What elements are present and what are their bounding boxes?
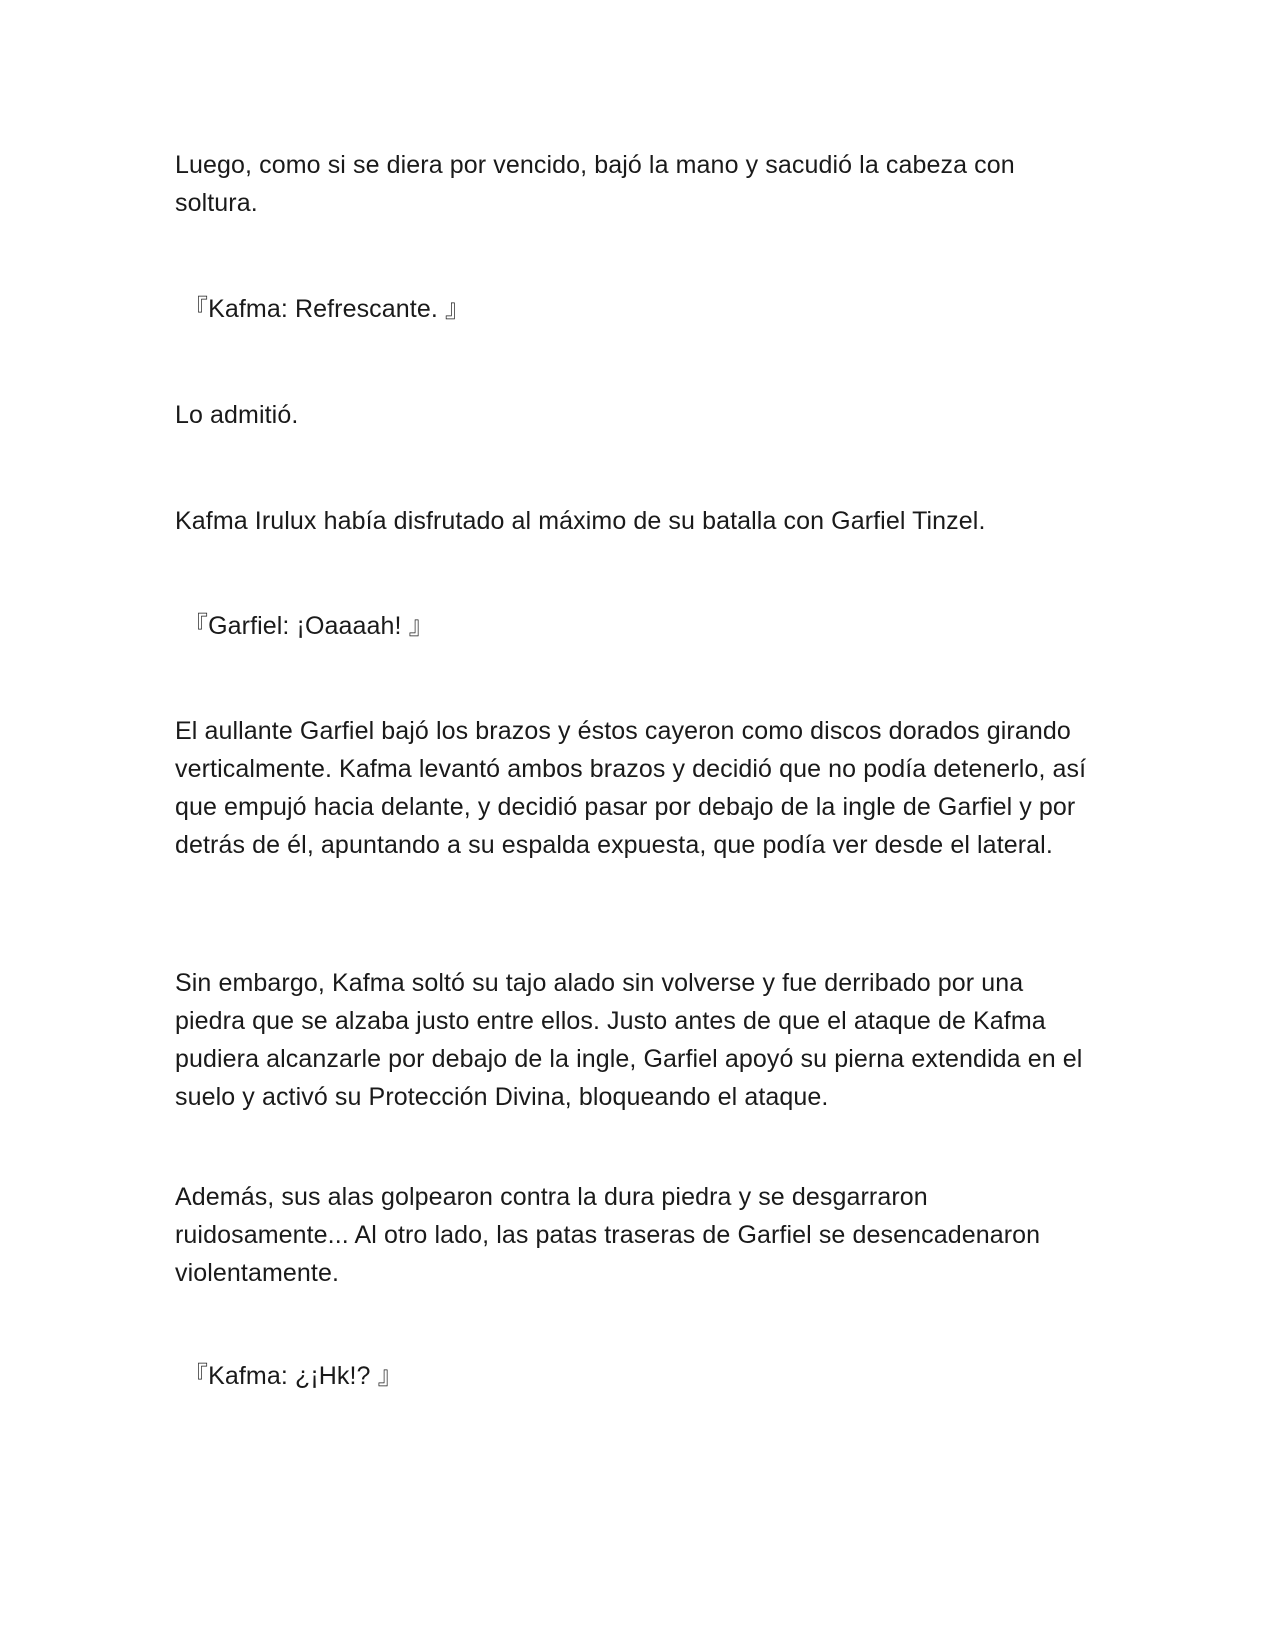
paragraph-narration-2: Lo admitió.	[175, 401, 299, 429]
paragraph-narration-4: El aullante Garfiel bajó los brazos y éstos cayeron como discos dorados girando verticalmente. Kafma levantó ambos brazos y decidió que no podía detenerlo, así que empujó hacia delante, y decidió pasar por debajo de la ingle de Garfiel y por detrás de él, apuntando a su espalda expuesta, que podía ver desde el lateral.	[175, 717, 1087, 859]
paragraph-narration-3: Kafma Irulux había disfrutado al máximo de su batalla con Garfiel Tinzel.	[175, 507, 986, 535]
paragraph-narration-5: Sin embargo, Kafma soltó su tajo alado sin volverse y fue derribado por una piedra que se alzaba justo entre ellos. Justo antes de que el ataque de Kafma pudiera alcanzarle por debajo de la ingle, Garfiel apoyó su pierna extendida en el suelo y activó su Protección Divina, bloqueando el ataque.	[175, 969, 1083, 1111]
paragraph-narration-1: Luego, como si se diera por vencido, bajó la mano y sacudió la cabeza con soltura.	[175, 151, 1015, 217]
paragraph-dialogue-kafma-2: 『Kafma: ¿¡Hk!? 』	[183, 1362, 403, 1390]
paragraph-narration-6: Además, sus alas golpearon contra la dura piedra y se desgarraron ruidosamente... Al otro lado, las patas traseras de Garfiel se desencadenaron violentamente.	[175, 1183, 1041, 1287]
paragraph-dialogue-kafma-1: 『Kafma: Refrescante. 』	[183, 295, 471, 323]
paragraph-dialogue-garfiel: 『Garfiel: ¡Oaaaah! 』	[183, 612, 434, 640]
